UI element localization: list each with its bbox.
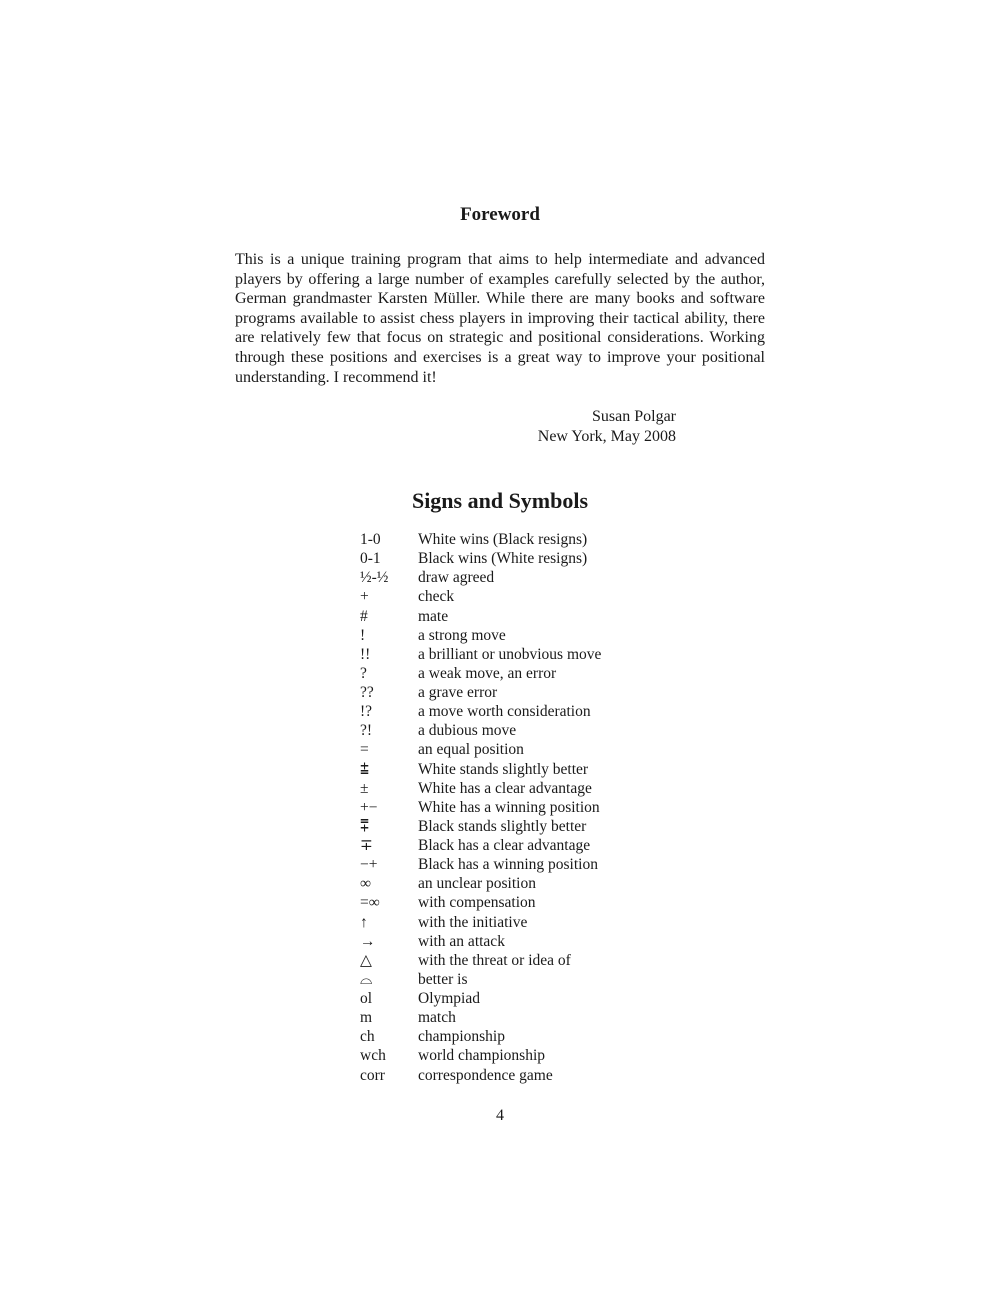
symbol-row xyxy=(360,855,690,874)
symbol-row xyxy=(360,932,690,951)
symbol-row xyxy=(360,1027,690,1046)
symbol-meaning: with compensation xyxy=(418,894,536,912)
symbol-meaning: mate xyxy=(418,607,449,625)
symbol-meaning: a grave error xyxy=(418,684,498,701)
symbol-glyph: ⩱ xyxy=(360,817,370,835)
symbol-glyph: ? xyxy=(360,664,367,682)
symbol-meaning: a move worth consideration xyxy=(418,703,591,721)
symbol-meaning: White stands slightly better xyxy=(418,760,589,778)
symbol-glyph: 1-0 xyxy=(360,531,381,548)
symbol-row xyxy=(360,817,690,836)
symbol-row xyxy=(360,836,690,855)
foreword-paragraph: This is a unique training program that aims to help intermediate and advanced players by offering a large number of examples carefully selected by the author, German grandmaster Karsten Müller. While there are many books and software programs available to assist chess players in improving their tactical ability, there are relatively few that focus on strategic and positional considerations. Working through these positions and exercises is a great way to improve your positional understanding. I recommend it! xyxy=(235,251,765,386)
symbol-row xyxy=(360,721,690,740)
symbol-glyph: wch xyxy=(360,1047,386,1065)
signature-name: Susan Polgar xyxy=(592,408,676,425)
symbol-glyph: △ xyxy=(360,951,372,969)
symbol-glyph: ⌓ xyxy=(360,970,373,988)
symbol-row xyxy=(360,874,690,893)
symbol-glyph: ∞ xyxy=(360,875,372,893)
symbol-meaning: check xyxy=(418,588,455,606)
symbol-row xyxy=(360,645,690,664)
symbol-glyph: =∞ xyxy=(360,894,380,912)
symbol-meaning: match xyxy=(418,1009,456,1027)
symbol-glyph: ?? xyxy=(360,684,374,701)
symbol-glyph: → xyxy=(360,932,376,950)
symbol-meaning: Black has a clear advantage xyxy=(418,837,591,854)
symbols-heading: Signs and Symbols xyxy=(411,488,589,513)
symbol-row xyxy=(360,530,690,549)
symbol-meaning: White has a winning position xyxy=(418,798,600,816)
symbol-glyph: ∓ xyxy=(360,837,373,854)
symbol-row xyxy=(360,740,690,759)
symbol-row xyxy=(360,779,690,798)
symbol-meaning: Black wins (White resigns) xyxy=(418,550,588,568)
symbol-meaning: draw agreed xyxy=(418,569,495,587)
symbol-glyph: = xyxy=(360,741,369,759)
symbol-meaning: Olympiad xyxy=(418,990,480,1007)
symbol-row xyxy=(360,683,690,702)
symbol-meaning: a dubious move xyxy=(418,722,517,740)
symbol-row xyxy=(360,760,690,779)
foreword-heading: Foreword xyxy=(460,204,540,225)
symbol-glyph: corr xyxy=(360,1066,385,1084)
symbol-row xyxy=(360,951,690,970)
symbol-glyph: ch xyxy=(360,1028,375,1046)
symbol-glyph: ! xyxy=(360,626,366,644)
symbol-meaning: White wins (Black resigns) xyxy=(418,531,588,548)
symbols-list xyxy=(360,530,690,1085)
symbol-glyph: m xyxy=(360,1009,373,1027)
symbol-meaning: better is xyxy=(418,970,468,988)
signature-place-date: New York, May 2008 xyxy=(537,427,676,445)
symbol-row xyxy=(360,702,690,721)
symbol-glyph: !! xyxy=(360,645,371,663)
symbol-meaning: with an attack xyxy=(418,932,505,950)
symbol-glyph: ⩲ xyxy=(360,760,370,778)
symbol-row xyxy=(360,549,690,568)
symbol-row xyxy=(360,970,690,989)
symbol-row xyxy=(360,1008,690,1027)
symbol-glyph: +− xyxy=(360,798,378,816)
symbol-row xyxy=(360,893,690,912)
symbol-row xyxy=(360,1066,690,1085)
symbol-meaning: with the initiative xyxy=(418,913,528,931)
symbol-glyph: 0-1 xyxy=(360,550,381,568)
symbol-row xyxy=(360,989,690,1008)
symbol-meaning: a strong move xyxy=(418,626,506,644)
symbol-meaning: an equal position xyxy=(418,741,524,759)
symbol-meaning: correspondence game xyxy=(418,1066,553,1084)
symbol-meaning: a weak move, an error xyxy=(418,664,557,682)
symbol-row xyxy=(360,664,690,683)
symbol-glyph: ol xyxy=(360,990,373,1007)
symbol-glyph: −+ xyxy=(360,856,378,874)
symbol-glyph: + xyxy=(360,588,369,606)
symbol-row xyxy=(360,798,690,817)
symbol-glyph: # xyxy=(360,607,368,625)
page-number: 4 xyxy=(496,1107,504,1124)
signature-block xyxy=(480,407,676,446)
symbol-row xyxy=(360,913,690,932)
symbol-row xyxy=(360,607,690,626)
symbol-meaning: White has a clear advantage xyxy=(418,779,592,797)
symbol-row xyxy=(360,626,690,645)
symbol-meaning: Black stands slightly better xyxy=(418,817,587,835)
symbol-glyph: ↑ xyxy=(360,913,368,931)
symbol-glyph: ½-½ xyxy=(360,569,389,587)
symbol-glyph: ?! xyxy=(360,722,373,740)
symbol-meaning: a brilliant or unobvious move xyxy=(418,645,602,663)
symbol-meaning: world championship xyxy=(418,1047,545,1065)
symbol-glyph: ± xyxy=(360,779,369,797)
symbol-meaning: championship xyxy=(418,1028,505,1046)
symbol-row xyxy=(360,587,690,606)
symbol-row xyxy=(360,568,690,587)
symbol-row xyxy=(360,1046,690,1065)
symbol-meaning: Black has a winning position xyxy=(418,856,598,874)
symbol-glyph: !? xyxy=(360,703,373,721)
symbol-meaning: an unclear position xyxy=(418,875,536,893)
symbol-meaning: with the threat or idea of xyxy=(418,951,571,969)
